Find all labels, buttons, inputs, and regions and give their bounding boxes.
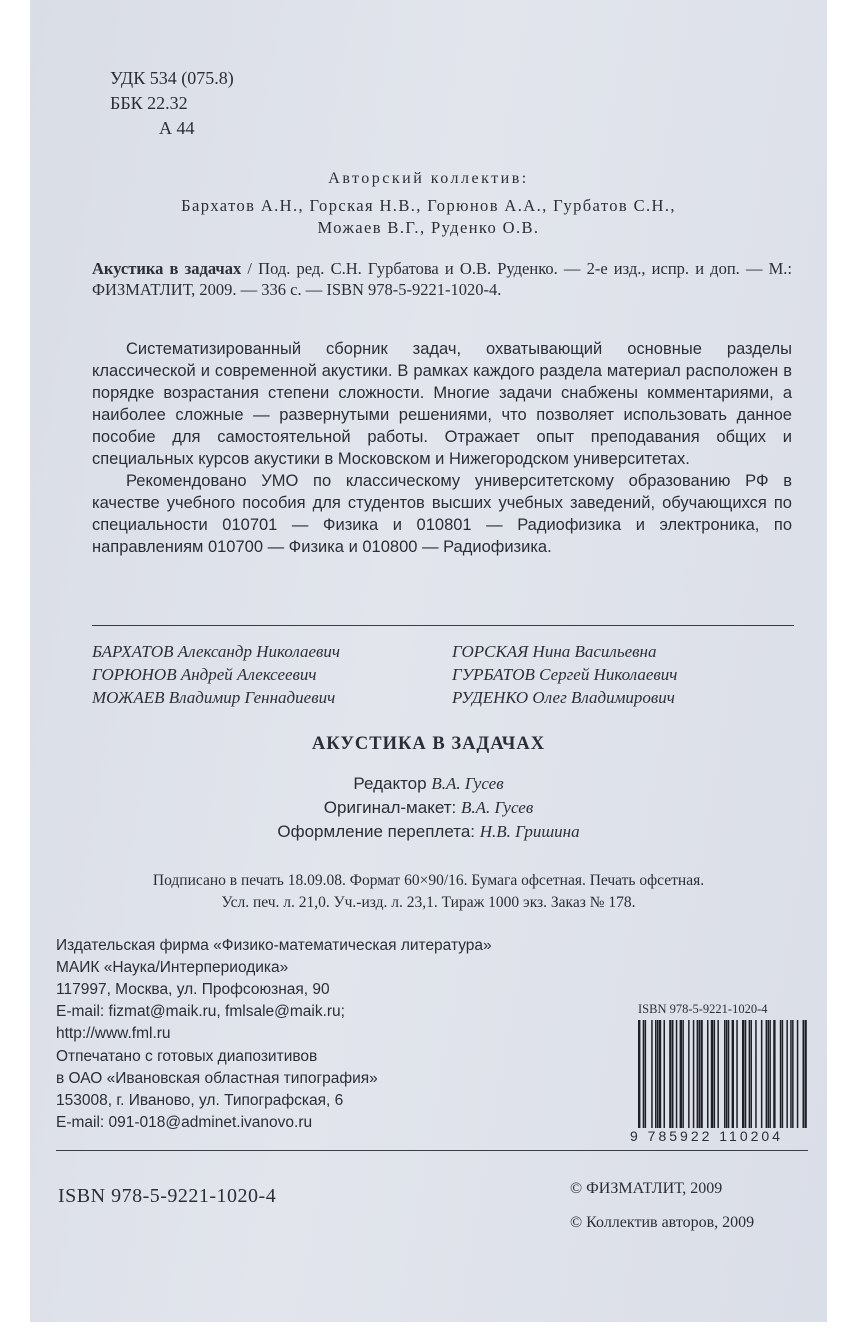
barcode-bar — [790, 1020, 792, 1128]
bbk-code: ББК 22.32 — [110, 93, 188, 113]
book-title: АКУСТИКА В ЗАДАЧАХ — [311, 734, 546, 754]
divider-line — [92, 625, 794, 626]
barcode-bar — [657, 1020, 659, 1128]
barcode-bar — [773, 1020, 775, 1128]
layout-line — [30, 796, 827, 820]
editor-name: В.А. Гусев — [431, 774, 504, 793]
author-full-names — [92, 640, 794, 709]
author-name: ГОРЮНОВ Андрей Алексеевич — [92, 665, 317, 684]
copyright-block — [570, 1172, 754, 1240]
layout-name: В.А. Гусев — [460, 798, 534, 817]
editor-label: Редактор — [353, 774, 427, 793]
barcode-bar — [732, 1020, 734, 1128]
page-edge — [0, 0, 30, 1330]
barcode-bar — [699, 1020, 701, 1128]
udk-code: УДК 534 (075.8) — [110, 68, 234, 88]
barcode-bar — [700, 1020, 702, 1128]
barcode-bar — [645, 1020, 647, 1128]
barcode-bar — [643, 1020, 645, 1128]
barcode-bar — [769, 1020, 771, 1128]
barcode-bar — [780, 1020, 782, 1128]
printer-line: 153008, г. Иваново, ул. Типографская, 6 — [56, 1092, 344, 1109]
print-info-line-2: Усл. печ. л. 21,0. Уч.-изд. л. 23,1. Тираж 1000 экз. Заказ № 178. — [221, 894, 636, 911]
barcode-bar — [736, 1020, 738, 1128]
names-row — [92, 640, 794, 663]
author-sign: А 44 — [159, 118, 195, 138]
abstract-paragraph-2: Рекомендовано УМО по классическому университетскому образованию РФ в качестве учебного пособия для студентов высших учебных заведений, обучающихся по специальности 010701 — Физика и 010801 — Радиофизика и электроника, по направлениям 010700 — Физика и 010800 — Радиофизика. — [92, 472, 792, 556]
editor-line — [30, 772, 827, 796]
barcode-bar — [688, 1020, 690, 1128]
barcode-bar — [782, 1020, 784, 1128]
bibliographic-citation — [92, 258, 792, 300]
barcode-bar — [786, 1020, 788, 1128]
barcode-bar — [768, 1020, 770, 1128]
barcode-bar — [724, 1020, 726, 1128]
abstract-paragraph-1: Систематизированный сборник задач, охватывающий основные разделы классической и современной акустики. В рамках каждого раздела материал расположен в порядке возрастания степени сложности. Многие задачи снабжены комментариями, а наиболее сложные — развернутыми решениями, что позволяет использовать данное пособие для самостоятельной работы. Отражает опыт преподавания общих и специальных курсов акустики в Московском и Нижегородском университетах. — [92, 340, 792, 468]
classification-block — [110, 66, 234, 141]
barcode-digits: 9 785922 110204 — [630, 1128, 783, 1144]
barcode-bar — [755, 1020, 757, 1128]
barcode-bar — [751, 1020, 753, 1128]
barcode-bar — [680, 1020, 682, 1128]
publisher-line: 117997, Москва, ул. Профсоюзная, 90 — [56, 981, 330, 998]
barcode-bar — [711, 1020, 713, 1128]
barcode-bar — [749, 1020, 751, 1128]
publisher-line: Издательская фирма «Физико-математическая литература» — [56, 937, 492, 954]
author-name: ГУРБАТОВ Сергей Николаевич — [452, 665, 678, 684]
authors-list — [30, 195, 827, 239]
barcode-bar — [792, 1020, 794, 1128]
authors-heading: Авторский коллектив: — [328, 170, 529, 187]
copyright-line-2: © Коллектив авторов, 2009 — [570, 1214, 755, 1231]
authors-line-1: Бархатов А.Н., Горская Н.В., Горюнов А.А., Гурбатов С.Н., — [181, 196, 676, 215]
authors-line-2: Можаев В.Г., Руденко О.В. — [317, 218, 540, 237]
barcode-bar — [804, 1020, 806, 1128]
barcode-bar — [714, 1020, 716, 1128]
author-name: РУДЕНКО Олег Владимирович — [452, 688, 675, 707]
publisher-email: E-mail: fizmat@maik.ru, fmlsale@maik.ru; — [56, 1003, 345, 1020]
barcode-bar — [742, 1020, 744, 1128]
author-name: МОЖАЕВ Владимир Геннадиевич — [92, 688, 336, 707]
barcode-bar — [707, 1020, 709, 1128]
abstract — [92, 338, 792, 558]
barcode-bar — [672, 1020, 674, 1128]
barcode-isbn-label: ISBN 978-5-9221-1020-4 — [638, 1002, 768, 1016]
copyright-page — [30, 0, 827, 1322]
barcode-bar — [797, 1020, 799, 1128]
barcode-bar — [638, 1020, 640, 1128]
barcode-bar — [745, 1020, 747, 1128]
cover-name: Н.В. Гришина — [479, 822, 580, 841]
barcode-bar — [803, 1020, 805, 1128]
print-info — [30, 870, 827, 914]
layout-label: Оригинал-макет: — [323, 798, 457, 817]
printer-email: E-mail: 091-018@adminet.ivanovo.ru — [56, 1114, 313, 1131]
isbn-barcode — [636, 1020, 808, 1130]
cover-label: Оформление переплета: — [277, 822, 475, 841]
barcode-bar — [717, 1020, 719, 1128]
barcode-bar — [697, 1020, 699, 1128]
editorial-staff — [30, 772, 827, 844]
citation-title: Акустика в задачах — [92, 259, 242, 278]
barcode-bar — [761, 1020, 763, 1128]
names-row — [92, 663, 794, 686]
barcode-bar — [693, 1020, 695, 1128]
printer-line: Отпечатано с готовых диапозитивов — [56, 1048, 318, 1065]
print-info-line-1: Подписано в печать 18.09.08. Формат 60×90/16. Бумага офсетная. Печать офсетная. — [152, 872, 705, 889]
barcode-bar — [766, 1020, 768, 1128]
barcode-bar — [726, 1020, 728, 1128]
barcode-bar — [676, 1020, 678, 1128]
publisher-url: http://www.fml.ru — [56, 1025, 171, 1042]
printer-line: в ОАО «Ивановская областная типография» — [56, 1070, 378, 1087]
names-row — [92, 686, 794, 709]
author-name: БАРХАТОВ Александр Николаевич — [92, 642, 341, 661]
barcode-bar — [682, 1020, 684, 1128]
citation-details: / Под. ред. С.Н. Гурбатова и О.В. Руденко. — 2-е изд., испр. и доп. — М.: ФИЗМАТЛИТ, 2009. — 336 с. — ISBN 978-5-9221-1020-4. — [92, 259, 792, 299]
bottom-divider-line — [56, 1150, 808, 1151]
barcode-bar — [659, 1020, 661, 1128]
isbn-main: ISBN 978-5-9221-1020-4 — [58, 1185, 277, 1207]
cover-line — [30, 820, 827, 844]
printer-info — [56, 1046, 378, 1134]
author-name: ГОРСКАЯ Нина Васильевна — [452, 642, 657, 661]
barcode-bar — [651, 1020, 653, 1128]
barcode-bar — [728, 1020, 730, 1128]
copyright-line-1: © ФИЗМАТЛИТ, 2009 — [570, 1180, 723, 1197]
barcode-bar — [655, 1020, 657, 1128]
publisher-line: МАИК «Наука/Интерпериодика» — [56, 959, 289, 976]
publisher-info — [56, 935, 492, 1045]
barcode-bar — [669, 1020, 671, 1128]
barcode-bar — [664, 1020, 666, 1128]
